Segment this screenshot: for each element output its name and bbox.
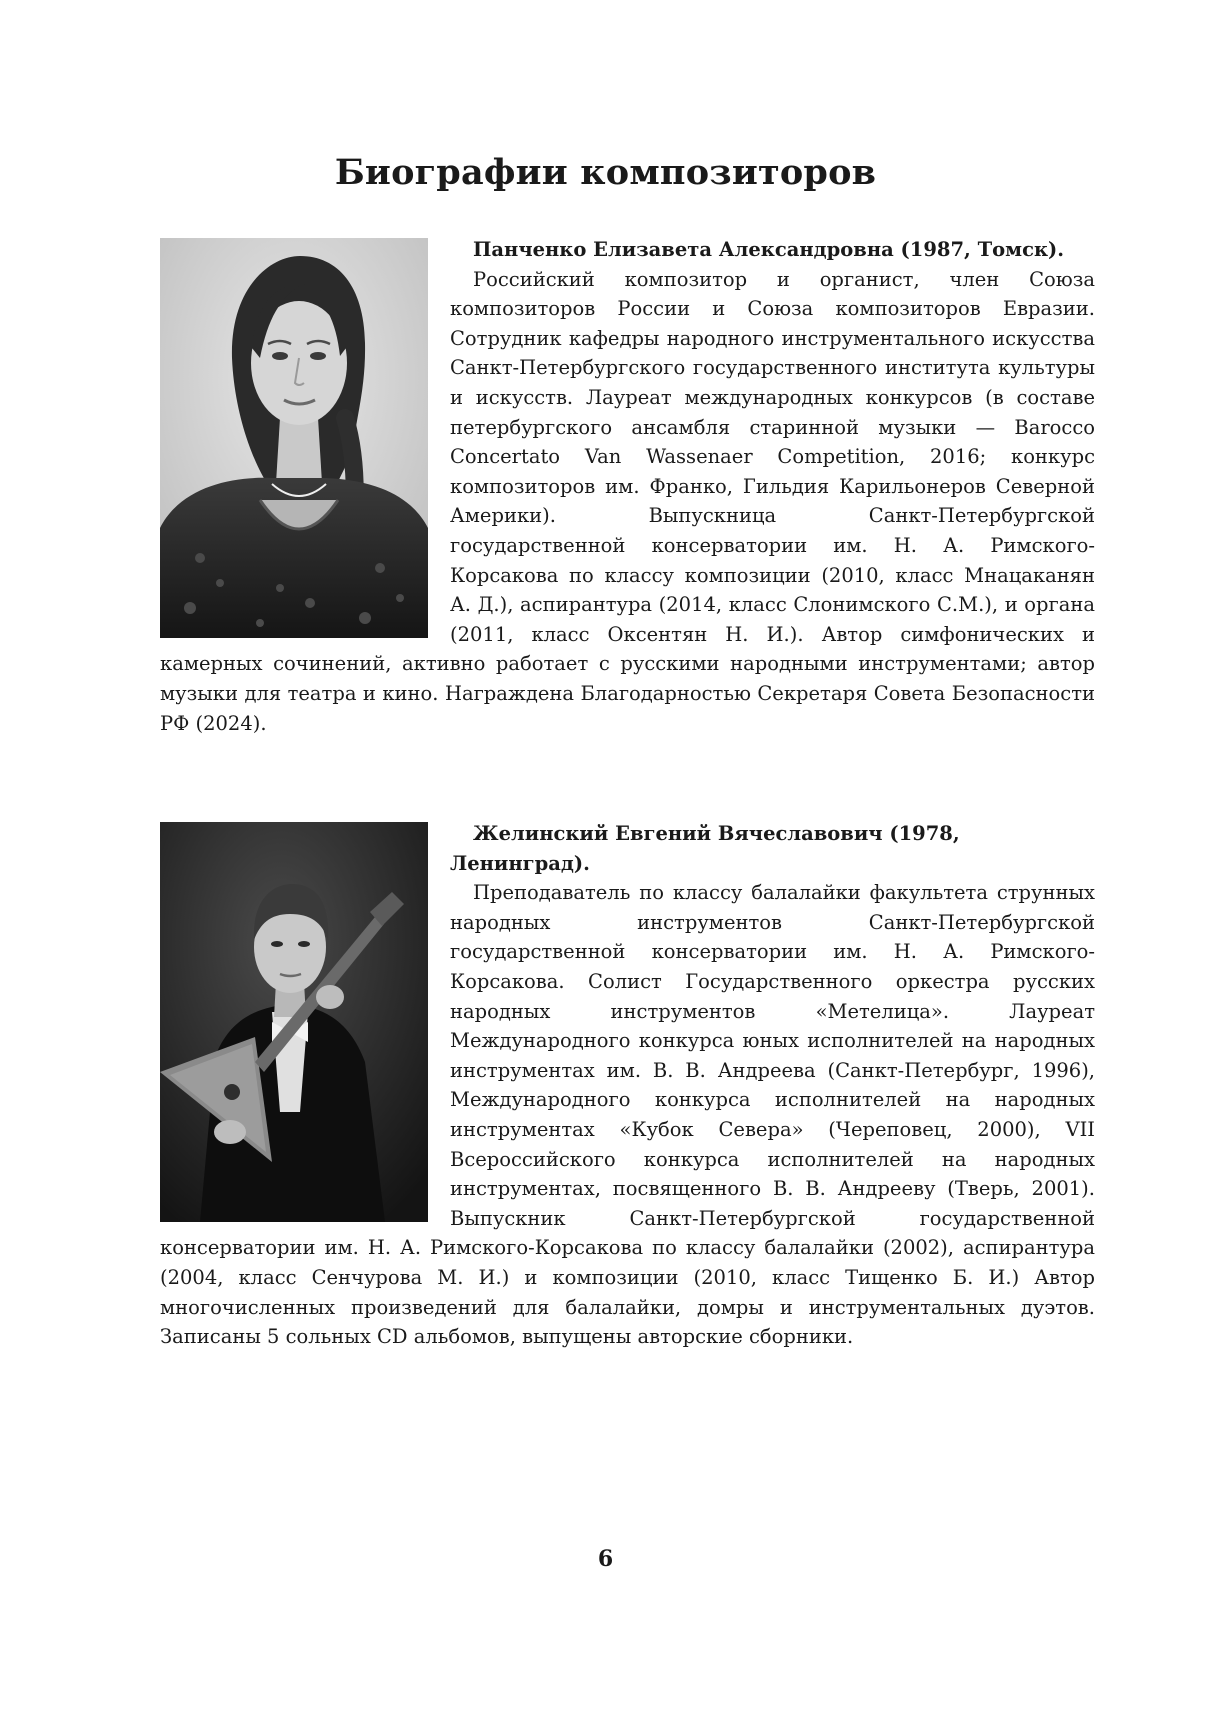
biography-name: Желинский Евгений Вячеславович (1978, Ленинград). bbox=[450, 822, 960, 875]
portrait-photo-panchenko bbox=[160, 238, 428, 638]
portrait-photo-zhelinsky bbox=[160, 822, 428, 1222]
biography-zhelinsky bbox=[160, 819, 1095, 1352]
biography-name: Панченко Елизавета Александровна (1987, Томск). bbox=[473, 238, 1065, 261]
page-number: 6 bbox=[597, 1546, 614, 1572]
page-title: Биографии композиторов bbox=[334, 152, 877, 193]
biography-panchenko bbox=[160, 235, 1095, 738]
biography-text: Российский композитор и органист, член Союза композиторов России и Союза композиторов Евразии. Сотрудник кафедры народного инструментального искусства Санкт-Петербургского государственного института культуры и искусств. Лауреат международных конкурсов (в составе петербургского ансамбля старинной музыки — Barocco Concertato Van Wassenaer Competition, 2016; конкурс композиторов им. Франко, Гильдия Карильонеров Северной Америки). Выпускница Санкт-Петербургской государственной консерватории им. Н. А. Римского-Корсакова по классу композиции (2010, класс Мнацаканян А. Д.), аспирантура (2014, класс Слонимского С.М.), и органа (2011, класс Оксентян Н. И.). Автор симфонических и камерных сочинений, активно работает с русскими народными инструментами; автор музыки для театра и кино. Награждена Благодарностью Секретаря Совета Безопасности РФ (2024). bbox=[160, 267, 1095, 735]
biography-text: Преподаватель по классу балалайки факультета струнных народных инструментов Санкт-Петербургской государственной консерватории им. Н. А. Римского-Корсакова. Солист Государственного оркестра русских народных инструментов «Метелица». Лауреат Международного конкурса юных исполнителей на народных инструментах им. В. В. Андреева (Санкт-Петербург, 1996), Международного конкурса исполнителей на народных инструментах «Кубок Севера» (Череповец, 2000), VII Всероссийского конкурса исполнителей на народных инструментах, посвященного В. В. Андрееву (Тверь, 2001). Выпускник Санкт-Петербургской государственной консерватории им. Н. А. Римского-Корсакова по классу балалайки (2002), аспирантура (2004, класс Сенчурова М. И.) и композиции (2010, класс Тищенко Б. И.) Автор многочисленных произведений для балалайки, домры и инструментальных дуэтов. Записаны 5 сольных CD альбомов, выпущены авторские сборники. bbox=[160, 881, 1095, 1349]
